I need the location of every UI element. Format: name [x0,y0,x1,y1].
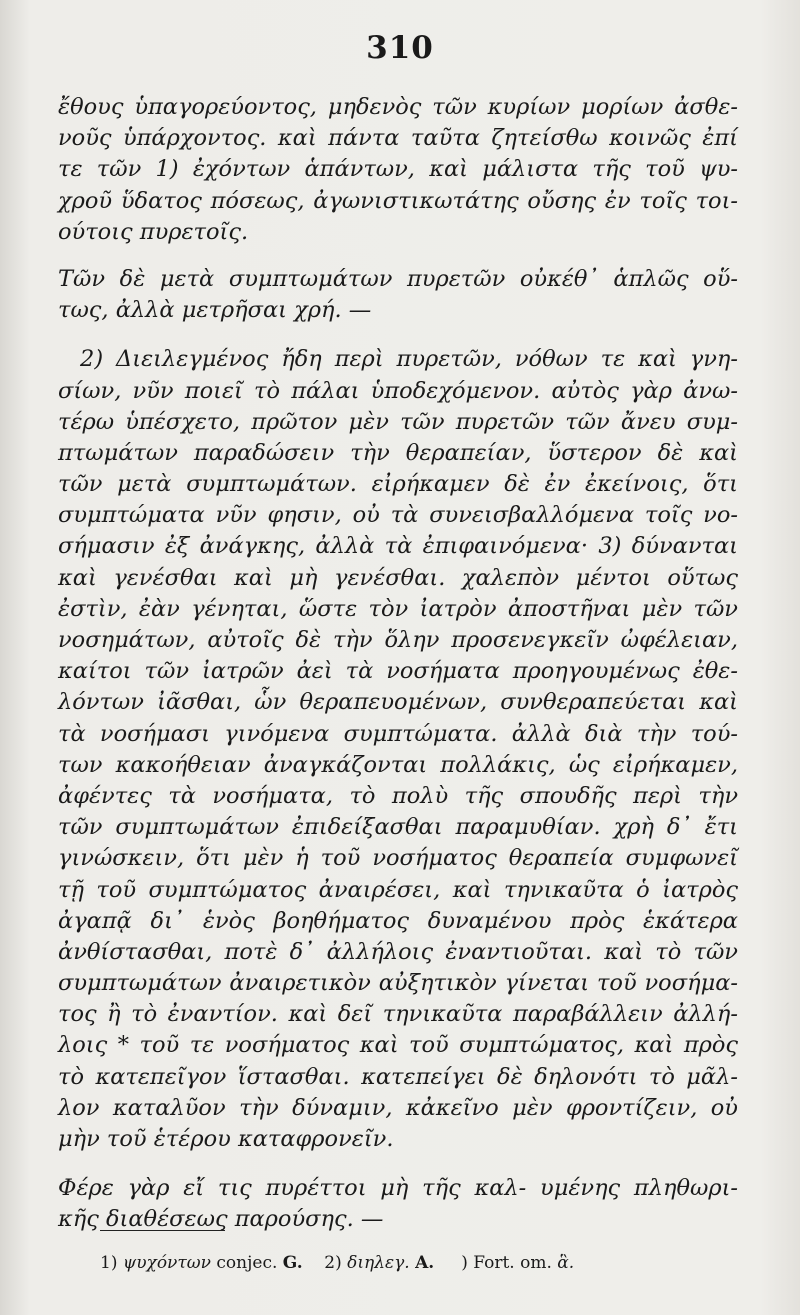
text-line: λοις * τοῦ τε νοσήματος καὶ τοῦ συμπτώματος, καὶ πρὸς [58,1032,738,1059]
text-line: τὰ νοσήμασι γινόμενα συμπτώματα. ἀλλὰ διὰ τὴν τού- [58,720,738,747]
text-line: καίτοι τῶν ἰατρῶν ἀεὶ τὰ νοσήματα προηγουμένως ἐθε- [58,658,738,685]
text-line: νοῦς ὑπάρχοντος. καὶ πάντα ταῦτα ζητείσθω κοινῶς ἐπί [58,125,738,152]
text-line: κῆς διαθέσεως παρούσης. — [58,1206,384,1233]
footnote-divider [100,1230,225,1231]
footnote-note: conjec. [216,1253,278,1273]
text-line: τος ἢ τὸ ἐναντίον. καὶ δεῖ τηνικαῦτα παραβάλλειν ἀλλή- [58,1001,738,1028]
text-line: ούτοις πυρετοῖς. [58,218,249,245]
paragraph-4 [58,1173,738,1235]
text-line: σήμασιν ἐξ ἀνάγκης, ἀλλὰ τὰ ἐπιφαινόμενα· 3) δύνανται [58,533,738,560]
footnote-marker: 2) [324,1253,342,1273]
text-line: χροῦ ὕδατος πόσεως, ἀγωνιστικωτάτης οὔσης ἐν τοῖς τοι- [58,187,738,214]
text-line: ἀνθίστασθαι, ποτὲ δ᾽ ἀλλήλοις ἐναντιοῦται. καὶ τὸ τῶν [58,938,738,965]
text-line: τῇ τοῦ συμπτώματος ἀναιρέσει, καὶ τηνικαῦτα ὁ ἰατρὸς [58,876,738,903]
text-line: ἀγαπᾷ δι᾽ ἑνὸς βοηθήματος δυναμένου πρὸς ἑκάτερα [58,907,738,934]
footnote-note: Fort. om. [473,1253,552,1273]
text-line: σίων, νῦν ποιεῖ τὸ πάλαι ὑποδεχόμενον. αὐτὸς γὰρ ἀνω- [58,377,738,404]
text-line: τῶν συμπτωμάτων ἐπιδείξασθαι παραμυθίαν. χρὴ δ᾽ ἔτι [58,814,738,841]
text-line: 2) Διειλεγμένος ἤδη περὶ πυρετῶν, νόθων τε καὶ γνη- [80,346,738,373]
text-line: των κακοήθειαν ἀναγκάζονται πολλάκις, ὡς εἰρήκαμεν, [58,751,738,778]
paragraph-1 [58,92,738,248]
text-line: συμπτώματα νῦν φησιν, οὐ τὰ συνεισβαλλόμενα τοῖς νο- [58,502,738,529]
main-text [58,92,738,1236]
footnote-3 [461,1253,574,1273]
text-line: νοσημάτων, αὐτοῖς δὲ τὴν ὅλην προσενεγκεῖν ὠφέλειαν, [58,627,738,653]
text-line: ἐστὶν, ἐὰν γένηται, ὥστε τὸν ἰατρὸν ἀποστῆναι μὲν τῶν [58,595,738,622]
footnote-variant: ἃ. [557,1253,575,1273]
text-line: τῶν μετὰ συμπτωμάτων. εἰρήκαμεν δὲ ἐν ἐκείνοις, ὅτι [58,471,738,498]
text-line: Τῶν δὲ μετὰ συμπτωμάτων πυρετῶν οὐκέθ᾽ ἁπλῶς οὕ- [58,265,738,292]
paragraph-3 [58,344,738,1155]
text-line: πτωμάτων παραδώσειν τὴν θεραπείαν, ὕστερον δὲ καὶ [58,439,738,466]
text-line: γινώσκειν, ὅτι μὲν ἡ τοῦ νοσήματος θεραπεία συμφωνεῖ [58,845,738,872]
text-line: τως, ἀλλὰ μετρῆσαι χρή. — [58,297,372,324]
footnote-siglum: G. [282,1253,303,1273]
text-line: ἔθους ὑπαγορεύοντος, μηδενὸς τῶν κυρίων μορίων ἀσθε- [58,94,738,120]
footnote-siglum: A. [415,1253,435,1273]
footnote-variant: ψυχόντων [122,1253,211,1273]
text-line: συμπτωμάτων ἀναιρετικὸν αὐξητικὸν γίνεται τοῦ νοσήμα- [58,970,738,997]
footnotes [100,1252,720,1274]
text-line: λον καταλῦον τὴν δύναμιν, κἀκεῖνο μὲν φροντίζειν, οὐ [58,1094,738,1121]
footnote-variant: διηλεγ. [347,1253,410,1273]
text-line: τε τῶν 1) ἐχόντων ἁπάντων, καὶ μάλιστα τῆς τοῦ ψυ- [58,156,738,183]
footnote-marker: ) [461,1253,468,1273]
footnote-2 [324,1253,439,1273]
footnote-marker: 1) [100,1253,118,1273]
text-line: τέρω ὑπέσχετο, πρῶτον μὲν τῶν πυρετῶν τῶν ἄνευ συμ- [58,408,738,435]
text-line: Φέρε γὰρ εἴ τις πυρέττοι μὴ τῆς καλ- υμένης πληθωρι- [58,1175,738,1202]
footnote-1 [100,1253,308,1273]
text-line: ἀφέντες τὰ νοσήματα, τὸ πολὺ τῆς σπουδῆς περὶ τὴν [58,782,738,809]
text-line: τὸ κατεπεῖγον ἵστασθαι. κατεπείγει δὲ δηλονότι τὸ μᾶλ- [58,1063,738,1090]
text-line: λόντων ἰᾶσθαι, ὧν θεραπευομένων, συνθεραπεύεται καὶ [58,689,738,716]
text-line: μὴν τοῦ ἑτέρου καταφρονεῖν. [58,1126,394,1152]
paragraph-2 [58,264,738,326]
page-number: 310 [366,30,434,66]
text-line: καὶ γενέσθαι καὶ μὴ γενέσθαι. χαλεπὸν μέντοι οὕτως [58,564,738,591]
